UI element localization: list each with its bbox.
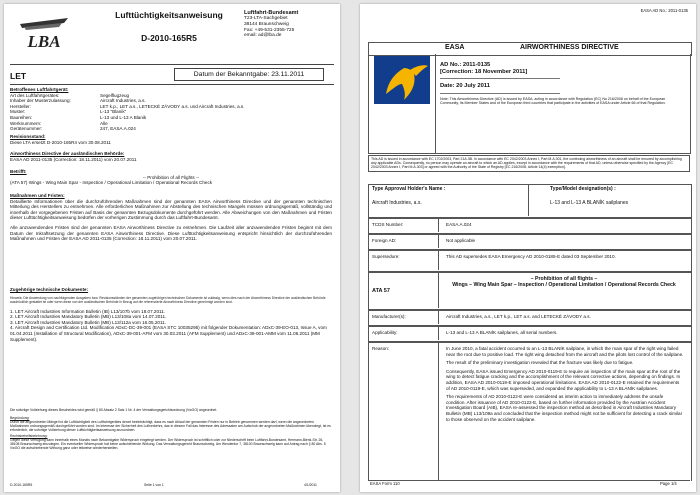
row-divider [438,234,439,248]
holder-name: Aircraft Industries, a.s. [372,200,422,206]
model-designation: L-13 and L-13 A BLANÍK sailplanes [550,200,629,206]
supersedure-value: This AD supersedes EASA Emergency AD 2010-0185-E dated 03 September 2010. [446,254,616,259]
ad-rule-1 [440,78,560,79]
foreign-ad-label: Foreign AD: [372,238,397,243]
row-divider [438,326,439,340]
ad-issued-statement: This AD is issued in accordance with EC 1702/2003, Part 21A.3B. In accordance with EC 2042/2003 Annex I, Part M.A.301, the continuing airworthiness of an aircraft shall be ensured by accomplishing any applicable ADs. Consequently, no person may operate an aircraft to which an AD applies, except in accordance with the requirements of that AD, unless otherwise specified by the Agency [EC 2042/2003 Annex I, Part M.A.303] or agreed with the Authority of the State of Registry [EC 216/2008, Article 14(4) exemption]. [368,155,690,172]
authority-address-1: T23-LTA-Sachgebiet [244,16,288,21]
date-rule [10,84,334,85]
ad-title: AIRWORTHINESS DIRECTIVE [520,44,619,51]
holder-divider [528,184,529,216]
authority-block [244,10,336,39]
applicability-value: L-13 and L-13 A BLANÍK sailplanes, all serial numbers. [446,330,558,335]
row-divider [438,272,439,308]
lba-document-page [4,4,340,492]
holder-heading: Type Approval Holder's Name : [372,186,446,192]
affected-row: Art des Luftfahrtgerätes: Segelflugzeug [10,92,130,98]
doc-number: D-2010-165R5 [141,33,197,43]
foreign-ad-value: Not applicable [446,238,476,243]
affected-row: Inhaber der Musterzulassung: Aircraft Industries, a.s. [10,98,146,104]
foreign-ad-section: Airworthiness Directive der ausländischen Behörde: EASA AD 2011-0135 (Correction: 18.11.2011) vom 20.07.2011 [10,151,137,162]
footer-page: Seite 1 von 1 [144,483,164,487]
applicability-label: Applicability: [372,330,398,335]
form-number: EASA Form 110 [370,481,400,486]
technical-docs-section: Zugehörige technische Dokumente: Hinweis: Die Anwendung von nachfolgenden Ausgaben bzw. Revisionsständen der genannten zugehörigen technischen Dokumente ist zulässig, wenn dies nach der Airworthiness Directive der ausländischen Behörde ausdrücklich gestattet ist oder wenn diese von der ausländischen Behörde in Bezug auf die referenzierte Airworthiness Directive genehmigt worden sind. 1. LET Aircraft Industries Information Bulletin (IB) L13/107b vom 18.07.2011. 2. LET Aircraft Industries Mandatory Bulletin (MB) L13/108a vom 14.07.2011. 3. LET Aircraft Industries Mandatory Bulletin (MB) L13/112a vom 16.05.2011. 4. Aircraft Design and Certification Ltd. Modification ADxC-DC-39-001 (EASA STC 10035295) mit folgender Dokumentation: ADxC-39-EO-013, Issue A, vom 01.04.2011 (Installation of Structural Modification), ADxC-39-001-AFM vom 30.03.2011 (AFM Supplement) und ADxC-39-001-AMM vom 11.06.2011 (MM Supplement). [10,287,327,342]
manufacturer-label: Manufacturer(s): [372,314,406,319]
legal-footer: Die sofortige Vollziehung dieses Bescheides wird gemäß § 80 Absatz 2 Satz 1 Nr. 4 der Verwaltungsgerichtsordnung (VwGO) angeordnet. Begründung: Durch die angeordneten Mängel ist die Lufttüchtigkeit des Luftfahrtgerätes derart beeinträchtigt, dass es nach Ablauf der genannten Fristen nur in Betrieb genommen werden darf, wenn die angeordneten Maßnahmen ordnungsgemäß durchgeführt worden sind. Im Interesse der Sicherheit des Luftverkehrs, das in diesem Fall das Interesse des Adressaten am Aufschub der angeordneten Maßnahmen überwiegt, ist es erforderlich, die sofortige Vollziehung dieser Lufttüchtigkeitsanweisung anzuordnen. Rechtsbehelfsbelehrung: Gegen diese Verfügung kann innerhalb eines Monats nach Bekanntgabe Widerspruch eingelegt werden. Der Widerspruch ist schriftlich oder zur Niederschrift beim Luftfahrt-Bundesamt, Hermann-Blenk-Str. 26, 38108 Braunschweig einzulegen. Ein eventueller Widerspruch hat keine aufschiebende Wirkung. Das Verwaltungsgericht Braunschweig, Am Wendentor 7, 38100 Braunschweig kann auf Antrag nach § 80 Abs. 5 VwGO die aufschiebende Wirkung ganz oder teilweise wiederherstellen. [10,408,331,450]
affected-heading: Betroffenes Luftfahrtgerät: [10,87,69,92]
reason-text: In June 2010, a fatal accident occurred to an L-13 BLANÍK sailplane, in which the main spar of the right wing failed near the root due to positive load. The right wing detached from the aircraft and the pilots lost control of the sailplane. The result of the preliminary investigation revealed that the fracture was likely due to fatigue. Consequently, EASA issued Emergency AD 2010-0119-E to require an inspection of the main spar at the root of the wing to detect fatigue cracking and the accomplishment of the relevant corrective actions, depending on findings. In addition, EASA AD 2010-0119-E imposed operational limitations. EASA AD 2010-0122-E retained the requirements of AD 2010-0119-E, which was superseded, and expanded the applicability to L-13 A BLANÍK sailplanes. The requirements of AD 2010-0122-E were considered as interim action to immediately address the unsafe condition. After issuance of AD 2010-0122-E, based on further information provided by the Austrian Accident Investigation Board (AIB), EASA re-assessed the inspection method as described in Aircraft Industries Mandatory Bulletin (MB) L13/109a and concluded that the inspection method might not be sufficient for detecting a crack similar to those observed on the accident sailplane. [446,346,684,422]
easa-logo [370,28,434,108]
page-number: Page 1/4 [660,481,677,486]
manufacturer-short: LET [10,71,27,81]
affected-row: Muster: L-13 "Blanik" [10,109,127,115]
affected-aircraft [10,87,332,132]
affected-row: Hersteller: LET k.p., LET a.s., LETECKÉ ZÁVODY a.s. und Aircraft Industries, a.s. [10,103,245,109]
authority-address-2: 38144 Braunschweig [244,21,289,27]
manufacturer-value: Aircraft Industries, a.s., LET k.p., LET a.s. and LETECKÉ ZÁVODY a.s. [446,314,591,319]
measures-section: Maßnahmen und Fristen: Detaillierte Informationen über die durchzuführenden Maßnahmen sind der genannten EASA Airworthiness Directive und der genannten technischen Mitteilung des Herstellers zu entnehmen. Alle erforderlichen Maßnahmen zur Abstellung des technischen Mangels müssen ordnungsgemäß, vollständig und innerhalb der vorgegebenen Fristen auf Basis der genannten Bezugsdokumente durchgeführt werden. Alle Abweichungen von den Maßnahmen und Fristen dieser Lufttüchtigkeitsanweisung bedürfen der vorherigen Zustimmung durch das Luftfahrt-Bundesamt. Alle anzuwendenden Fristen sind der genannten EASA Airworthiness Directive zu entnehmen. Die Laufzeit aller anzuwendenden Fristen beginnt mit dem Datum der Inkraftsetzung der genannten EASA Airworthiness Directive. Diese Lufttüchtigkeitsanweisung entspricht hinsichtlich der durchzuführenden Maßnahmen und Fristen der EASA AD 2011-0135 (Correction: 18.11.2011) vom 20.07.2011. [10,193,332,242]
header-center [104,10,234,44]
footer-doc-no: D-2010-165R5 [10,483,33,487]
ad-note: Note: This Airworthiness Directive (AD) is issued by EASA, acting in accordance with Regulation (EC) No 216/2008 on behalf of the European Community, its Member States and of the European third countries that participate in the activities of EASA under Article 66 of that Regulation. [440,97,666,106]
authority-fax: Fax: +49-531-2355-725 [244,27,295,33]
row-divider [438,250,439,270]
easa-ad-page [360,4,696,492]
revision-section: Revisionsstand: Diese LTA ersetzt D-2010-165R4 vom 30.08.2011 [10,134,111,145]
ad-rule-2 [440,93,560,94]
tcds-row [368,218,692,234]
footer-date: 4/1/2011 [304,483,317,487]
row-divider [438,310,439,324]
model-heading: Type/Model designation(s) : [550,186,616,192]
tcds-value: EASA.A.024 [446,222,472,227]
lba-logo-text: LBA [27,32,61,50]
ad-date: Date: 20 July 2011 [440,83,490,89]
affected-row: Gerätenummer: 247, EASA.A.024 [10,126,136,132]
row-divider [438,342,439,480]
footer-rule [368,480,690,481]
authority-name: Luftfahrt-Bundesamt [244,10,299,16]
header-rule [10,64,334,65]
subject-section: Betrifft: -- Prohibition of all Flights -- (ATA 57) Wings - Wing Main Spar - Inspection / Operational Limitation / Operational Records Check [10,169,213,186]
reason-label: Reason: [372,346,390,351]
authority-email: email: ad@lba.de [244,33,282,39]
ata-subject: – Prohibition of all flights – Wings – Wing Main Spar – Inspection / Operational Limitation / Operational Records Check [452,276,676,289]
ad-ref-top: EASA AD No.: 2011-0135 [640,8,688,13]
lba-logo [18,14,70,50]
foreign-ad-row [368,234,692,250]
affected-row: Baureihen: L-13 und L-13 A Blanik [10,114,147,120]
ad-number: AD No.: 2011-0135 [Correction: 18 November 2011] [440,62,528,75]
ata-chapter: ATA 57 [372,288,390,294]
publication-date: Datum der Bekanntgabe: 23.11.2011 [174,68,324,81]
row-divider [438,218,439,232]
easa-label: EASA [445,44,465,51]
tcds-label: TCDS Number: [372,222,404,227]
doc-type-title: Lufttüchtigkeitsanweisung [115,10,223,20]
affected-row: Werknummern: Alle [10,120,108,126]
supersedure-label: Supersedure: [372,254,400,259]
